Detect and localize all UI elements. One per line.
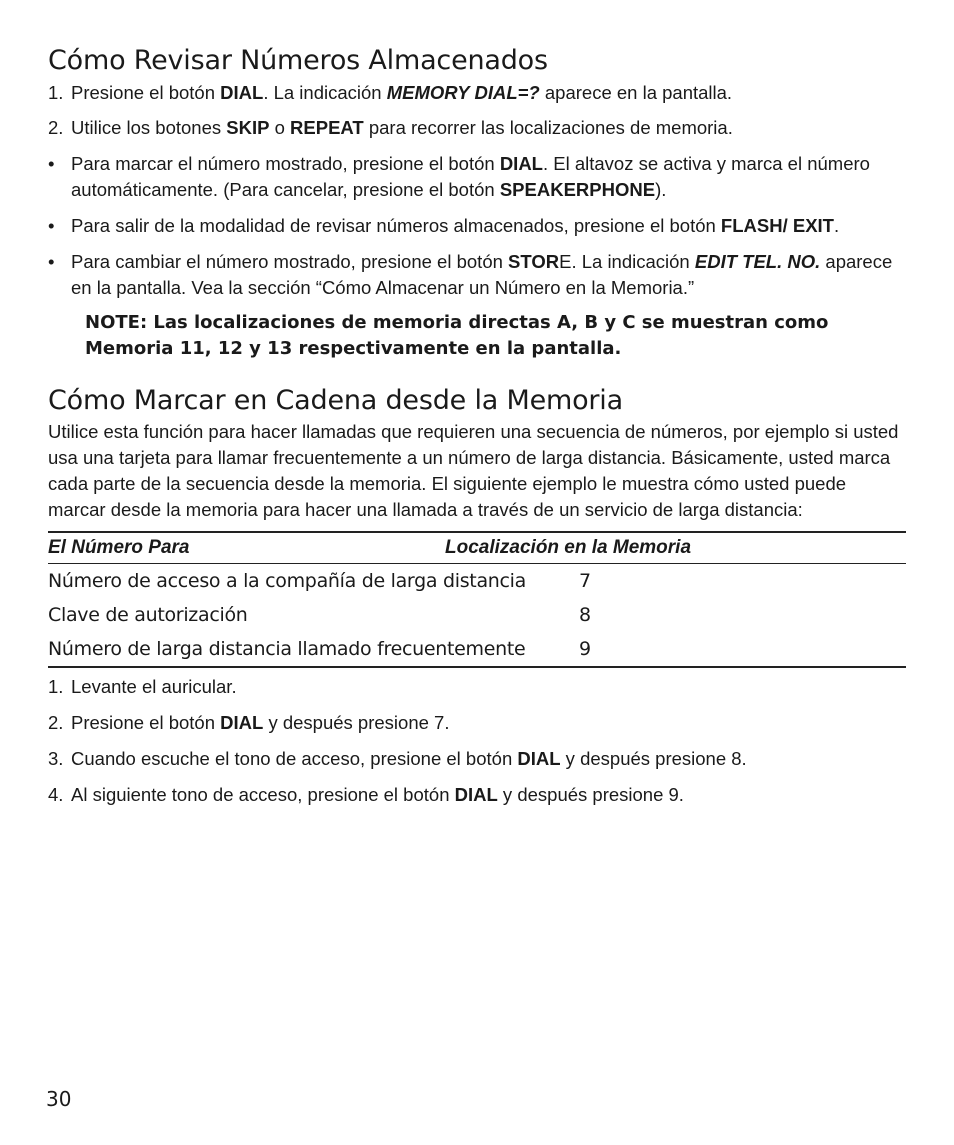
section-title-review-stored-numbers: Cómo Revisar Números Almacenados [48, 45, 548, 76]
manual-page [48, 40, 906, 808]
text-run: Cuando escuche el tono de acceso, presione el botón [71, 748, 518, 769]
list-item-text [71, 782, 906, 808]
bullet-item [48, 213, 906, 239]
table-header [48, 533, 906, 564]
text-run: Levante el auricular. [71, 676, 237, 697]
bullet-marker: • [48, 153, 55, 174]
bullet-item-text [71, 249, 906, 301]
button-name: FLASH/ EXIT [720, 215, 834, 236]
button-name: REPEAT [290, 117, 364, 138]
table-cell: Clave de autorización [48, 604, 248, 626]
text-run: o [269, 117, 291, 138]
button-name: DIAL [220, 82, 264, 103]
table-cell: 7 [579, 570, 592, 592]
text-run: y después presione 8. [560, 748, 747, 769]
text-run: Utilice los botones [71, 117, 227, 138]
list-item-text [71, 80, 906, 106]
intro-paragraph: Utilice esta función para hacer llamadas que requieren una secuencia de números, por ejemplo si usted usa una tarjeta para llamar frecuentemente a un número de larga distancia. Básicamente, usted marca cada parte de la secuencia desde la memoria. El siguiente ejemplo le muestra cómo usted puede marcar desde la memoria para hacer una llamada a través de un servicio de larga distancia: [48, 421, 899, 520]
column-header-memory-location: Localización en la Memoria [445, 537, 692, 558]
section-title-chain-dialing: Cómo Marcar en Cadena desde la Memoria [48, 385, 623, 416]
button-name: STOR [508, 251, 560, 272]
list-number: 1. [48, 676, 64, 697]
table-row [48, 632, 906, 666]
list-item [48, 746, 906, 772]
button-name: DIAL [499, 153, 543, 174]
text-run: Para cambiar el número mostrado, presione el botón [71, 251, 509, 272]
note-text: NOTE: Las localizaciones de memoria directas A, B y C se muestran como Memoria 11, 12 y 13 respectivamente en la pantalla. [85, 312, 829, 359]
list-item-text [71, 674, 906, 700]
text-run: Presione el botón [71, 712, 221, 733]
text-run: . La indicación [263, 82, 387, 103]
text-run: Al siguiente tono de acceso, presione el botón [71, 784, 455, 805]
button-name: DIAL [220, 712, 264, 733]
text-run: . El altavoz se activa y marca el número automáticamente. (Para cancelar, presione el botón [71, 153, 870, 200]
bullet-item-text [71, 213, 906, 239]
text-run: E. La indicación [559, 251, 695, 272]
button-name: DIAL [517, 748, 561, 769]
text-run: para recorrer las localizaciones de memoria. [363, 117, 733, 138]
bullet-item [48, 151, 906, 203]
text-run: Para marcar el número mostrado, presione el botón [71, 153, 500, 174]
table-cell: 9 [579, 638, 592, 660]
table-cell: Número de acceso a la compañía de larga distancia [48, 570, 526, 592]
display-message: MEMORY DIAL=? [386, 82, 540, 103]
text-run: y después presione 7. [263, 712, 450, 733]
table-row [48, 564, 906, 598]
bullet-item [48, 249, 906, 301]
list-number: 1. [48, 82, 64, 103]
display-message: EDIT TEL. NO. [694, 251, 821, 272]
page-number: 30 [46, 1087, 72, 1111]
text-run: ). [655, 179, 667, 200]
text-run: y después presione 9. [497, 784, 684, 805]
text-run: Presione el botón [71, 82, 221, 103]
text-run: Para salir de la modalidad de revisar números almacenados, presione el botón [71, 215, 721, 236]
column-header-number: El Número Para [48, 537, 190, 558]
list-item [48, 782, 906, 808]
list-number: 3. [48, 748, 64, 769]
list-item-text [71, 746, 906, 772]
text-run: aparece en la pantalla. [539, 82, 733, 103]
list-number: 4. [48, 784, 64, 805]
list-item [48, 80, 906, 106]
table-row [48, 598, 906, 632]
list-item [48, 115, 906, 141]
bullet-item-text [71, 151, 906, 203]
text-run: . [833, 215, 840, 236]
button-name: SPEAKERPHONE [499, 179, 656, 200]
button-name: SKIP [226, 117, 270, 138]
list-item [48, 710, 906, 736]
memory-location-table [48, 531, 906, 668]
list-number: 2. [48, 712, 64, 733]
list-item-text [71, 710, 906, 736]
table-cell: 8 [579, 604, 592, 626]
table-cell: Número de larga distancia llamado frecuentemente [48, 638, 526, 660]
bullet-marker: • [48, 251, 55, 272]
list-number: 2. [48, 117, 64, 138]
button-name: DIAL [454, 784, 498, 805]
bullet-marker: • [48, 215, 55, 236]
list-item-text [71, 115, 906, 141]
list-item [48, 674, 906, 700]
text-run: aparece en la pantalla. Vea la sección “Cómo Almacenar un Número en la Memoria.” [71, 251, 893, 298]
